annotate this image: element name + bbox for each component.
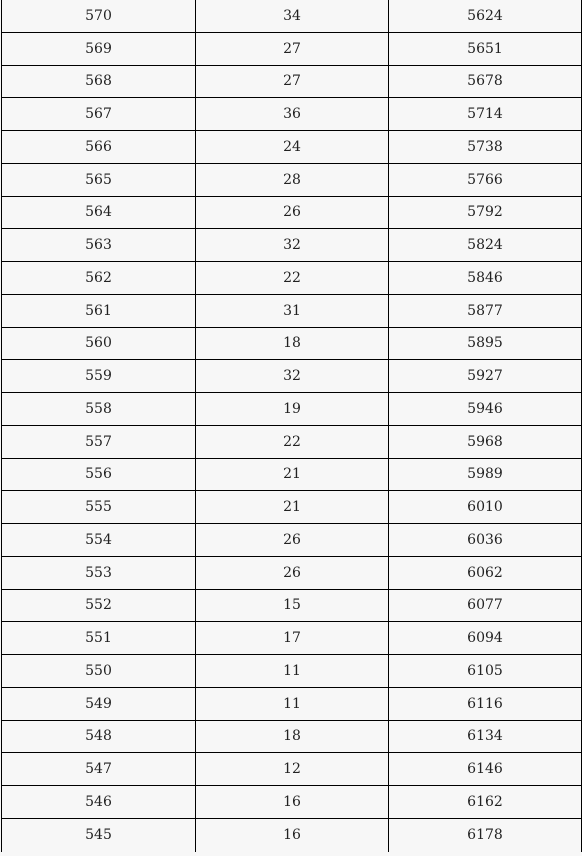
count-cell: 27 <box>195 66 388 98</box>
score-cell: 567 <box>85 106 112 123</box>
cumulative-cell: 5824 <box>388 229 581 261</box>
table-row <box>2 360 581 393</box>
cumulative-cell: 5895 <box>388 328 581 360</box>
table-row <box>2 721 581 754</box>
table-row <box>2 819 581 852</box>
table-row <box>2 622 581 655</box>
count-cell: 19 <box>195 393 388 425</box>
table-row <box>2 164 581 197</box>
count-cell: 22 <box>195 426 388 458</box>
cumulative-cell: 6062 <box>388 557 581 589</box>
count-cell: 12 <box>195 753 388 785</box>
score-cell: 550 <box>85 662 112 679</box>
score-cell: 554 <box>85 531 112 548</box>
table-row <box>2 688 581 721</box>
score-cell: 569 <box>85 40 112 57</box>
score-cell: 552 <box>85 597 112 614</box>
count-cell: 15 <box>195 590 388 622</box>
count-cell: 16 <box>195 786 388 818</box>
count-cell: 18 <box>195 721 388 753</box>
cumulative-cell: 6134 <box>388 721 581 753</box>
table-row <box>2 524 581 557</box>
cumulative-cell: 5927 <box>388 360 581 392</box>
table-row <box>2 262 581 295</box>
count-cell: 21 <box>195 491 388 523</box>
table-row <box>2 459 581 492</box>
score-table <box>1 0 582 852</box>
table-row <box>2 426 581 459</box>
score-cell: 561 <box>85 302 112 319</box>
count-cell: 24 <box>195 131 388 163</box>
score-cell: 560 <box>85 335 112 352</box>
cumulative-cell: 5678 <box>388 66 581 98</box>
count-cell: 18 <box>195 328 388 360</box>
table-row <box>2 131 581 164</box>
cumulative-cell: 6178 <box>388 819 581 852</box>
score-cell: 549 <box>85 695 112 712</box>
count-cell: 21 <box>195 459 388 491</box>
cumulative-cell: 5989 <box>388 459 581 491</box>
cumulative-cell: 6105 <box>388 655 581 687</box>
cumulative-cell: 5846 <box>388 262 581 294</box>
count-cell: 32 <box>195 360 388 392</box>
table-row <box>2 0 581 33</box>
score-cell: 551 <box>85 630 112 647</box>
table-row <box>2 786 581 819</box>
count-cell: 31 <box>195 295 388 327</box>
cumulative-cell: 5624 <box>388 0 581 32</box>
count-cell: 32 <box>195 229 388 261</box>
score-cell: 566 <box>85 138 112 155</box>
count-cell: 26 <box>195 524 388 556</box>
table-row <box>2 197 581 230</box>
table-row <box>2 66 581 99</box>
table-row <box>2 229 581 262</box>
count-cell: 26 <box>195 197 388 229</box>
count-cell: 22 <box>195 262 388 294</box>
score-cell: 557 <box>85 433 112 450</box>
score-cell: 547 <box>85 761 112 778</box>
score-cell: 546 <box>85 793 112 810</box>
table-row <box>2 328 581 361</box>
score-cell: 548 <box>85 728 112 745</box>
table-row <box>2 753 581 786</box>
count-cell: 34 <box>195 0 388 32</box>
count-cell: 11 <box>195 655 388 687</box>
score-cell: 564 <box>85 204 112 221</box>
table-row <box>2 98 581 131</box>
cumulative-cell: 5714 <box>388 98 581 130</box>
score-cell: 556 <box>85 466 112 483</box>
cumulative-cell: 6036 <box>388 524 581 556</box>
cumulative-cell: 6146 <box>388 753 581 785</box>
cumulative-cell: 6094 <box>388 622 581 654</box>
cumulative-cell: 5766 <box>388 164 581 196</box>
table-row <box>2 393 581 426</box>
cumulative-cell: 5877 <box>388 295 581 327</box>
score-cell: 553 <box>85 564 112 581</box>
score-cell: 545 <box>85 827 112 844</box>
score-cell: 565 <box>85 171 112 188</box>
count-cell: 16 <box>195 819 388 852</box>
count-cell: 11 <box>195 688 388 720</box>
count-cell: 36 <box>195 98 388 130</box>
table-row <box>2 33 581 66</box>
cumulative-cell: 5946 <box>388 393 581 425</box>
table-row <box>2 590 581 623</box>
cumulative-cell: 6077 <box>388 590 581 622</box>
cumulative-cell: 6116 <box>388 688 581 720</box>
score-cell: 562 <box>85 269 112 286</box>
score-cell: 568 <box>85 73 112 90</box>
cumulative-cell: 5792 <box>388 197 581 229</box>
cumulative-cell: 5968 <box>388 426 581 458</box>
table-row <box>2 655 581 688</box>
cumulative-cell: 5651 <box>388 33 581 65</box>
score-cell: 570 <box>85 7 112 24</box>
score-cell: 559 <box>85 368 112 385</box>
cumulative-cell: 6162 <box>388 786 581 818</box>
cumulative-cell: 6010 <box>388 491 581 523</box>
score-cell: 563 <box>85 237 112 254</box>
cumulative-cell: 5738 <box>388 131 581 163</box>
count-cell: 28 <box>195 164 388 196</box>
score-cell: 558 <box>85 400 112 417</box>
table-row <box>2 557 581 590</box>
table-row <box>2 295 581 328</box>
score-cell: 555 <box>85 499 112 516</box>
count-cell: 27 <box>195 33 388 65</box>
table-row <box>2 491 581 524</box>
count-cell: 26 <box>195 557 388 589</box>
count-cell: 17 <box>195 622 388 654</box>
